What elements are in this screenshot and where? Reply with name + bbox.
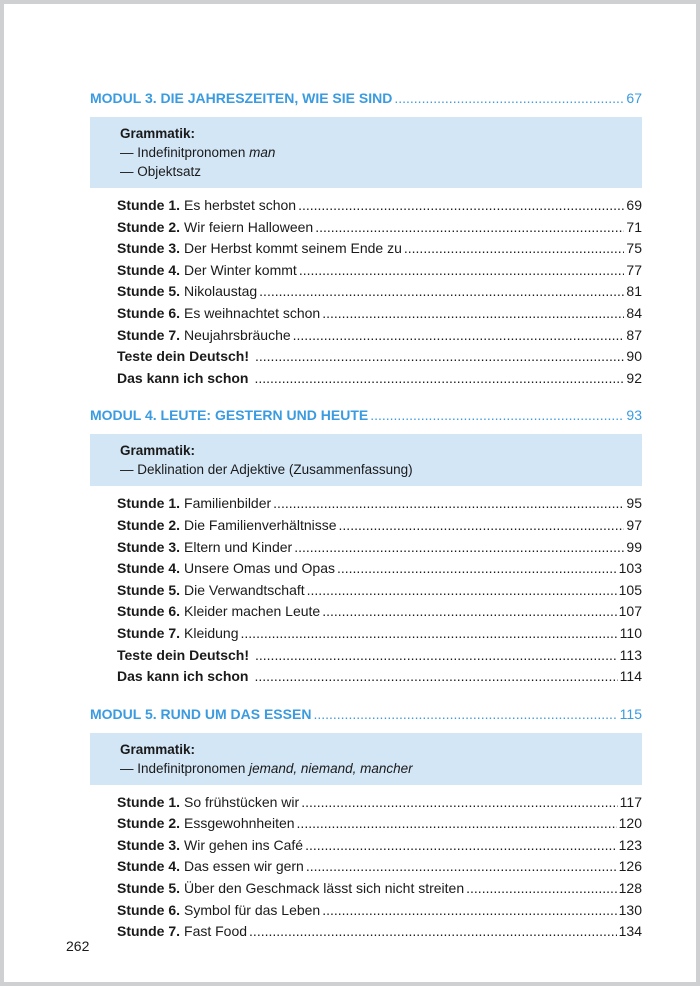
entry-label: Stunde 6. <box>117 603 181 620</box>
grammar-line-text: — Objektsatz <box>120 164 202 179</box>
leader-dots <box>337 560 617 576</box>
toc-entry[interactable] <box>117 858 642 880</box>
entry-title: Fast Food <box>184 923 248 940</box>
entry-title: Die Familienverhältnisse <box>184 516 337 533</box>
entry-title: Kleider machen Leute <box>184 603 321 620</box>
toc-entry[interactable] <box>117 582 642 604</box>
toc-entry[interactable] <box>117 603 642 625</box>
toc-entry[interactable] <box>117 794 642 816</box>
entry-label: Das kann ich schon <box>117 668 249 685</box>
grammar-box <box>90 434 642 486</box>
grammar-title: Grammatik: <box>120 443 196 459</box>
leader-dots <box>297 815 617 831</box>
leader-dots <box>394 90 624 106</box>
grammar-line <box>120 162 612 181</box>
toc-entry[interactable] <box>117 517 642 539</box>
toc-entry[interactable] <box>117 837 642 859</box>
entry-label: Stunde 4. <box>117 261 181 278</box>
leader-dots <box>307 582 617 598</box>
entry-title: Familienbilder <box>184 495 272 512</box>
entry-page: 128 <box>618 880 642 897</box>
entry-title: Die Verwandtschaft <box>184 581 305 598</box>
leader-dots <box>241 625 618 641</box>
entry-page: 92 <box>626 369 642 386</box>
lesson-list <box>90 794 642 945</box>
entry-page: 113 <box>619 646 642 663</box>
module-heading[interactable] <box>90 706 642 726</box>
entry-page: 97 <box>626 516 642 533</box>
entry-label: Stunde 5. <box>117 283 181 300</box>
entry-title: Nikolaustag <box>184 283 258 300</box>
toc-entry[interactable] <box>117 880 642 902</box>
toc-entry[interactable] <box>117 647 642 669</box>
module-title: MODUL 4. LEUTE: GESTERN UND HEUTE <box>90 407 369 424</box>
entry-label: Stunde 4. <box>117 560 181 577</box>
entry-title: Essgewohnheiten <box>184 815 295 832</box>
toc-entry[interactable] <box>117 283 642 305</box>
entry-title: Kleidung <box>184 624 239 641</box>
entry-page: 77 <box>626 261 642 278</box>
entry-title: Der Winter kommt <box>184 261 297 278</box>
entry-label: Stunde 5. <box>117 880 181 897</box>
grammar-title: Grammatik: <box>120 741 196 757</box>
toc-entry[interactable] <box>117 495 642 517</box>
leader-dots <box>313 706 617 722</box>
entry-page: 117 <box>619 793 642 810</box>
grammar-line <box>120 460 612 479</box>
entry-title: So frühstücken wir <box>184 793 300 810</box>
leader-dots <box>466 880 617 896</box>
toc-entry[interactable] <box>117 370 642 392</box>
module-page: 115 <box>619 705 642 722</box>
entry-page: 84 <box>626 304 642 321</box>
grammar-title: Grammatik: <box>120 126 196 141</box>
leader-dots <box>273 495 624 511</box>
grammar-box <box>90 117 642 188</box>
grammar-line <box>120 759 612 778</box>
leader-dots <box>322 902 616 918</box>
leader-dots <box>255 348 624 364</box>
entry-label: Stunde 6. <box>117 304 181 321</box>
toc-entry[interactable] <box>117 902 642 924</box>
grammar-line-italic: man <box>249 145 276 160</box>
leader-dots <box>339 517 625 533</box>
leader-dots <box>293 327 625 343</box>
entry-page: 87 <box>626 326 642 343</box>
book-page <box>4 4 696 982</box>
toc-entry[interactable] <box>117 240 642 262</box>
entry-label: Stunde 1. <box>117 793 181 810</box>
toc-entry[interactable] <box>117 539 642 561</box>
entry-page: 71 <box>626 218 642 235</box>
leader-dots <box>322 603 616 619</box>
entry-label: Stunde 3. <box>117 836 181 853</box>
entry-page: 130 <box>618 901 642 918</box>
entry-label: Stunde 3. <box>117 538 181 555</box>
entry-title: Wir gehen ins Café <box>184 836 304 853</box>
toc-entry[interactable] <box>117 219 642 241</box>
leader-dots <box>254 668 617 684</box>
entry-page: 110 <box>619 624 642 641</box>
toc-entry[interactable] <box>117 668 642 690</box>
leader-dots <box>322 305 624 321</box>
entry-page: 134 <box>618 923 642 940</box>
toc-entry[interactable] <box>117 197 642 219</box>
module-title: MODUL 3. DIE JAHRESZEITEN, WIE SIE SIND <box>90 90 393 106</box>
entry-label: Stunde 6. <box>117 901 181 918</box>
entry-title: Eltern und Kinder <box>184 538 293 555</box>
entry-page: 75 <box>626 240 642 257</box>
entry-page: 103 <box>618 560 642 577</box>
module-page: 67 <box>626 90 642 106</box>
entry-label: Stunde 1. <box>117 197 181 213</box>
entry-title: Über den Geschmack lässt sich nicht streiten <box>184 880 465 897</box>
entry-label: Stunde 7. <box>117 923 181 940</box>
leader-dots <box>298 197 624 213</box>
entry-page: 81 <box>626 283 642 300</box>
page-number: 262 <box>66 938 90 954</box>
module-heading[interactable] <box>90 407 642 427</box>
toc-entry[interactable] <box>117 560 642 582</box>
entry-title: Das essen wir gern <box>184 858 304 875</box>
entry-page: 105 <box>618 581 642 598</box>
leader-dots <box>301 794 617 810</box>
entry-label: Stunde 3. <box>117 240 181 257</box>
entry-title: Es herbstet schon <box>184 197 297 213</box>
entry-title: Der Herbst kommt seinem Ende zu <box>184 240 402 257</box>
entry-page: 114 <box>619 668 642 685</box>
entry-page: 126 <box>618 858 642 875</box>
entry-label: Stunde 1. <box>117 495 181 512</box>
grammar-box <box>90 733 642 785</box>
toc-entry[interactable] <box>117 327 642 349</box>
grammar-line <box>120 143 612 162</box>
entry-label: Stunde 7. <box>117 326 181 343</box>
entry-title: Wir feiern Halloween <box>184 218 314 235</box>
entry-label: Stunde 2. <box>117 815 181 832</box>
leader-dots <box>315 219 624 235</box>
entry-page: 90 <box>626 348 642 365</box>
entry-page: 69 <box>626 197 642 213</box>
entry-title: Es weihnachtet schon <box>184 304 321 321</box>
module-title: MODUL 5. RUND UM DAS ESSEN <box>90 705 312 722</box>
toc-entry[interactable] <box>117 262 642 284</box>
entry-page: 99 <box>626 538 642 555</box>
leader-dots <box>294 539 624 555</box>
toc-entry[interactable] <box>117 815 642 837</box>
toc-entry[interactable] <box>117 305 642 327</box>
toc-entry[interactable] <box>117 625 642 647</box>
entry-label: Stunde 2. <box>117 516 181 533</box>
entry-label: Stunde 2. <box>117 218 181 235</box>
leader-dots <box>249 923 617 939</box>
leader-dots <box>404 240 625 256</box>
entry-label: Stunde 4. <box>117 858 181 875</box>
entry-page: 120 <box>618 815 642 832</box>
leader-dots <box>255 647 618 663</box>
leader-dots <box>305 837 617 853</box>
entry-label: Teste dein Deutsch! <box>117 348 249 365</box>
entry-page: 123 <box>618 836 642 853</box>
entry-title: Symbol für das Leben <box>184 901 321 918</box>
toc-entry[interactable] <box>117 923 642 945</box>
grammar-line-text: — Indefinitpronomen <box>120 760 250 776</box>
entry-page: 95 <box>626 495 642 512</box>
toc-entry[interactable] <box>117 348 642 370</box>
module-heading[interactable] <box>90 90 642 110</box>
module-page: 93 <box>626 407 642 424</box>
entry-title: Neujahrsbräuche <box>184 326 291 343</box>
leader-dots <box>254 370 624 386</box>
leader-dots <box>370 407 624 423</box>
grammar-line-text: — Deklination der Adjektive (Zusammenfassung) <box>120 462 413 478</box>
leader-dots <box>306 858 617 874</box>
leader-dots <box>259 283 624 299</box>
entry-label: Teste dein Deutsch! <box>117 646 249 663</box>
entry-label: Das kann ich schon <box>117 369 249 386</box>
entry-page: 107 <box>618 603 642 620</box>
grammar-line-italic: jemand, niemand, mancher <box>249 760 413 776</box>
grammar-line-text: — Indefinitpronomen <box>120 145 250 160</box>
entry-label: Stunde 5. <box>117 581 181 598</box>
lesson-list <box>90 197 642 391</box>
leader-dots <box>299 262 625 278</box>
lesson-list <box>90 495 642 689</box>
entry-label: Stunde 7. <box>117 624 181 641</box>
entry-title: Unsere Omas und Opas <box>184 560 335 577</box>
table-of-contents <box>90 90 642 961</box>
